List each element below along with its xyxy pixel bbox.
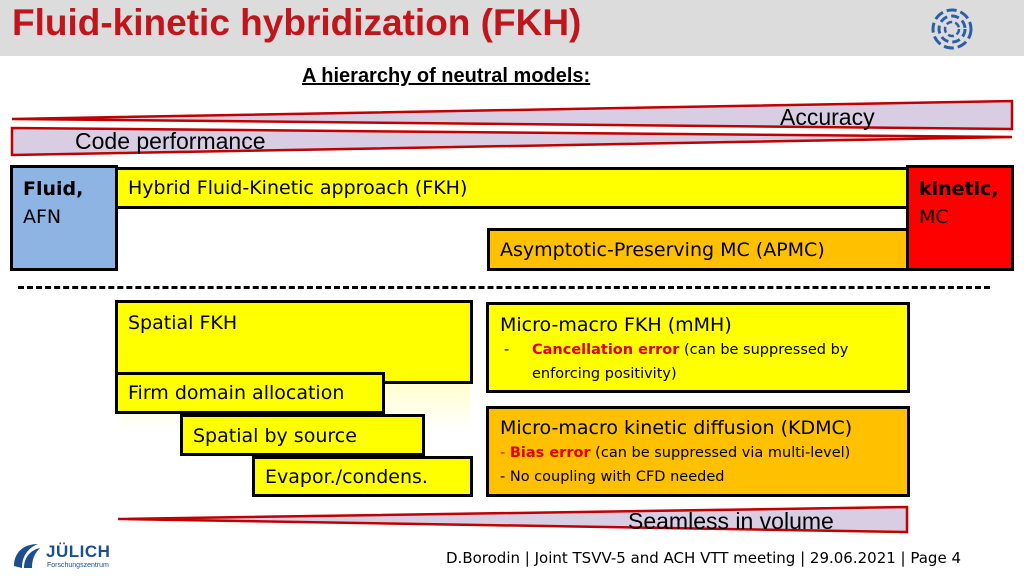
- kdmc-dash-2: -: [500, 469, 506, 485]
- bias-error-label: Bias error: [509, 445, 591, 461]
- spatial-by-source-box: [180, 414, 425, 456]
- apmc-box: [487, 228, 910, 271]
- no-coupling-text: No coupling with CFD needed: [509, 469, 725, 485]
- firm-domain-box: [115, 372, 385, 414]
- cancellation-error-line2: enforcing positivity): [532, 366, 677, 382]
- mmh-bullet: [500, 338, 907, 386]
- evapor-box: [252, 456, 473, 497]
- cancellation-error-label: Cancellation error: [532, 342, 680, 358]
- fluid-title: Fluid,: [23, 178, 84, 200]
- spatial-fkh-label: Spatial FKH: [128, 312, 238, 334]
- spatial-by-source-label: Spatial by source: [193, 425, 357, 447]
- juelich-swoosh-icon: [10, 540, 44, 572]
- kdmc-dash-1: -: [500, 445, 506, 461]
- kinetic-mc-box: [906, 165, 1014, 271]
- bias-error-text: (can be suppressed via multi-level): [590, 445, 851, 461]
- hierarchy-subtitle: A hierarchy of neutral models:: [302, 65, 591, 87]
- kinetic-sub: MC: [919, 206, 949, 228]
- mmh-dash: -: [504, 342, 510, 358]
- evapor-label: Evapor./condens.: [265, 466, 428, 488]
- fluid-sub: AFN: [23, 206, 62, 228]
- kdmc-title: Micro-macro kinetic diffusion (KDMC): [500, 417, 853, 439]
- firm-domain-label: Firm domain allocation: [128, 382, 345, 404]
- accuracy-label: Accuracy: [780, 104, 875, 130]
- fluid-afn-box: [10, 165, 118, 271]
- kinetic-title: kinetic,: [919, 178, 999, 200]
- cancellation-error-text: (can be suppressed by: [679, 342, 849, 358]
- code-performance-label: Code performance: [75, 128, 266, 154]
- page-title: Fluid-kinetic hybridization (FKH): [12, 2, 582, 43]
- seamless-label: Seamless in volume: [628, 508, 834, 534]
- kdmc-box: [486, 406, 910, 497]
- kdmc-bullet-1: [500, 441, 907, 465]
- juelich-name: JÜLICH: [46, 542, 111, 561]
- divider-line: [18, 286, 990, 289]
- kdmc-bullet-2: [500, 465, 907, 489]
- footer-text: D.Borodin | Joint TSVV-5 and ACH VTT meeting | 29.06.2021 | Page 4: [446, 549, 961, 567]
- mmh-title: Micro-macro FKH (mMH): [500, 314, 732, 336]
- mmh-box: [486, 302, 910, 393]
- juelich-logo: [10, 540, 120, 574]
- apmc-label: Asymptotic-Preserving MC (APMC): [500, 239, 825, 261]
- fkh-box: [115, 167, 910, 209]
- juelich-sub: Forschungszentrum: [47, 562, 109, 569]
- fkh-label: Hybrid Fluid-Kinetic approach (FKH): [128, 177, 468, 199]
